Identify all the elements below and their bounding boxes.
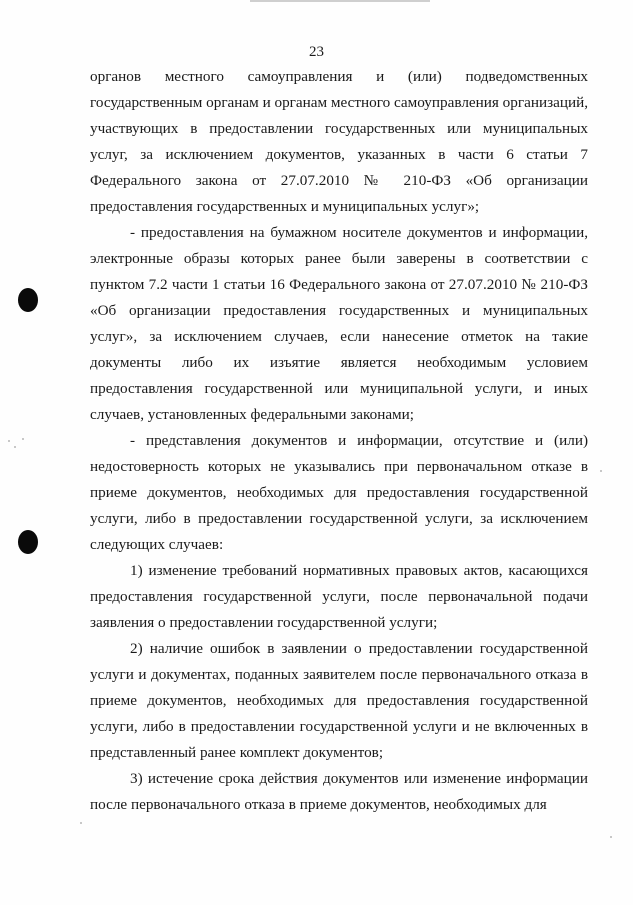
scan-speck: [14, 446, 16, 448]
paragraph-documents-info: - представления документов и информации, отсутствие и (или) недостоверность которых не указывались при первоначальном отказе в приеме документов, необходимых для предоставления государственной услуги, либо в предоставлении государственной услуги, за исключением следующих случаев:: [90, 432, 588, 553]
scan-speck: [610, 836, 612, 838]
document-body: [90, 64, 588, 818]
paragraph-case-3: 3) истечение срока действия документов или изменение информации после первоначального отказа в приеме документов, необходимых для: [90, 770, 588, 813]
scan-speck: [22, 438, 24, 440]
paragraph-case-1: 1) изменение требований нормативных правовых актов, касающихся предоставления государственной услуги, после первоначальной подачи заявления о предоставлении государственной услуги;: [90, 562, 588, 631]
page-number: 23: [309, 44, 324, 60]
scan-speck: [80, 822, 82, 824]
punch-hole: [18, 288, 38, 312]
paragraph-continuation: органов местного самоуправления и (или) подведомственных государственным органам и органам местного самоуправления организаций, участвующих в предоставлении государственных или муниципальных услуг, за исключением документов, указанных в части 6 статьи 7 Федерального закона от 27.07.2010 № 210-ФЗ «Об организации предоставления государственных и муниципальных услуг»;: [90, 68, 589, 215]
scan-speck: [8, 440, 10, 442]
paragraph-paper-documents: - предоставления на бумажном носителе документов и информации, электронные образы которых ранее были заверены в соответствии с пунктом 7.2 части 1 статьи 16 Федерального закона от 27.07.2010 № 210-ФЗ «Об организации предоставления государственных и муниципальных услуг», за исключением случаев, если нанесение отметок на такие документы либо их изъятие является необходимым условием предоставления государственной или муниципальной услуги, и иных случаев, установленных федеральными законами;: [90, 224, 588, 423]
punch-hole: [18, 530, 38, 554]
paragraph-case-2: 2) наличие ошибок в заявлении о предоставлении государственной услуги и документах, поданных заявителем после первоначального отказа в приеме документов, необходимых для предоставления государственной услуги, либо в предоставлении государственной услуги и не включенных в представленный ранее комплект документов;: [90, 640, 588, 761]
scan-edge-mark: [250, 0, 430, 2]
scan-speck: [600, 470, 602, 472]
